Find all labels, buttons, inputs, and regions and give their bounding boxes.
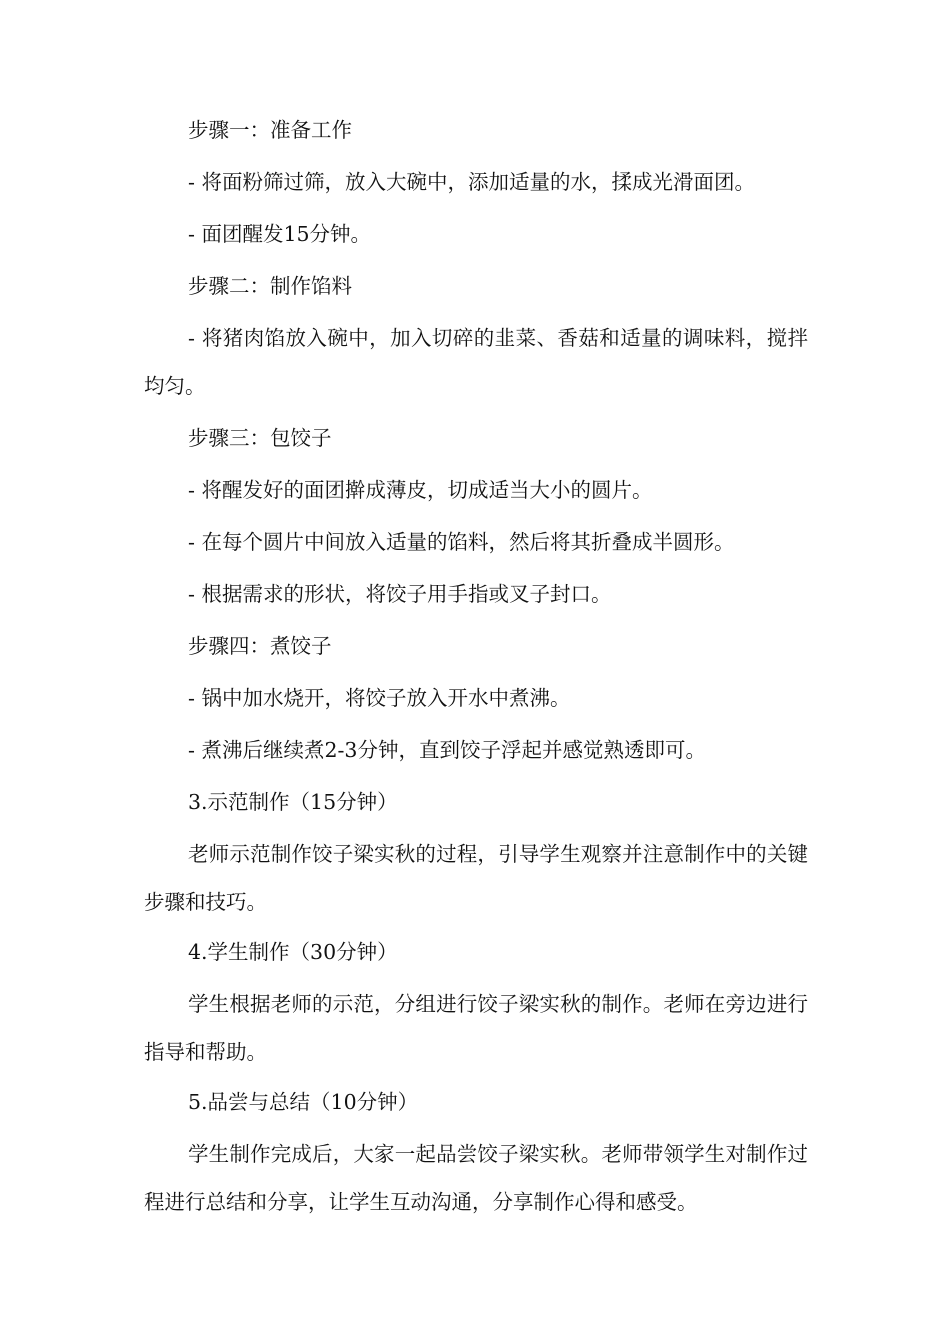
section-3-body: 老师示范制作饺子梁实秋的过程，引导学生观察并注意制作中的关键步骤和技巧。 xyxy=(144,842,808,914)
step-two-item-1: - 将猪肉馅放入碗中，加入切碎的韭菜、香菇和适量的调味料，搅拌均匀。 xyxy=(144,326,808,398)
step-three-heading: 步骤三：包饺子 xyxy=(188,426,332,450)
step-two-heading: 步骤二：制作馅料 xyxy=(188,274,352,298)
step-three-item-3: - 根据需求的形状，将饺子用手指或叉子封口。 xyxy=(188,582,612,606)
step-four-heading: 步骤四：煮饺子 xyxy=(188,634,332,658)
section-4-heading: 4.学生制作（30分钟） xyxy=(188,940,398,964)
step-one-item-2: - 面团醒发15分钟。 xyxy=(188,222,372,246)
step-one-item-1: - 将面粉筛过筛，放入大碗中，添加适量的水，揉成光滑面团。 xyxy=(188,170,755,194)
section-5-body: 学生制作完成后，大家一起品尝饺子梁实秋。老师带领学生对制作过程进行总结和分享，让学生互动沟通，分享制作心得和感受。 xyxy=(144,1142,808,1214)
step-one-heading: 步骤一：准备工作 xyxy=(188,118,352,142)
step-three-item-1: - 将醒发好的面团擀成薄皮，切成适当大小的圆片。 xyxy=(188,478,653,502)
step-four-item-2: - 煮沸后继续煮2-3分钟，直到饺子浮起并感觉熟透即可。 xyxy=(188,738,706,762)
section-4-body: 学生根据老师的示范，分组进行饺子梁实秋的制作。老师在旁边进行指导和帮助。 xyxy=(144,992,808,1064)
section-5-heading: 5.品尝与总结（10分钟） xyxy=(188,1090,419,1114)
step-four-item-1: - 锅中加水烧开，将饺子放入开水中煮沸。 xyxy=(188,686,571,710)
step-three-item-2: - 在每个圆片中间放入适量的馅料，然后将其折叠成半圆形。 xyxy=(188,530,735,554)
section-3-heading: 3.示范制作（15分钟） xyxy=(188,790,398,814)
